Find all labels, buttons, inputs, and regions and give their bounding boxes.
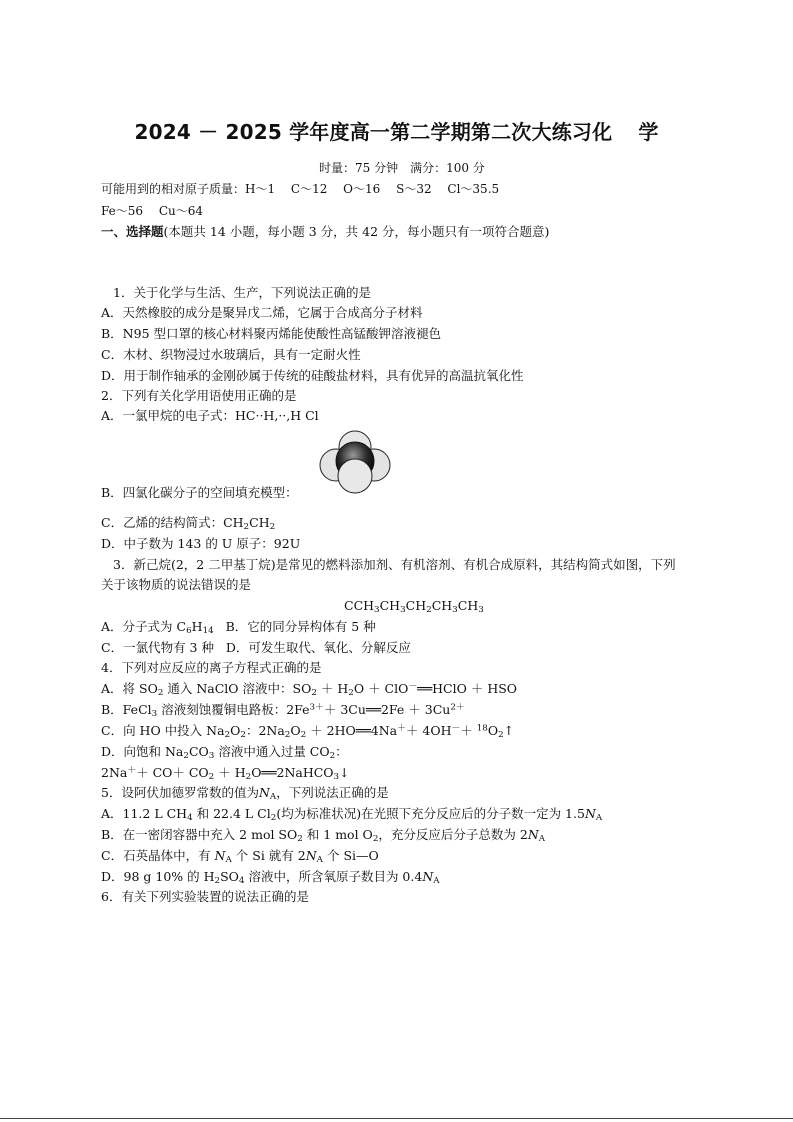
q4-option-c: C．向 HO 中投入 $Na_2O_2$：$2Na_2O_2$ ＋ 2HO══4Na＋＋ $4OH^-+ ^{18}O_2↑$ [101, 723, 515, 741]
q5-option-d: D．98 g 10% 的 $H_2SO_4$ 溶液中，所含氧原子数目为 $0.4N_A$ [101, 869, 440, 887]
q1-stem: 1．关于化学与生活、生产，下列说法正确的是 [113, 285, 371, 300]
q3-option-a: A．分子式为 $C_6H_{14}$ [101, 619, 214, 637]
q3-option-c: C．一氯代物有 3 种 [101, 640, 214, 655]
q4-option-b: B．FeCl$_3$ 溶液刻蚀覆铜电路板：$2Fe^{3+}+$ 3Cu══2Fe ＋ $3Cu^{2+}$ [101, 702, 465, 720]
q3-stem-line2: 关于该物质的说法错误的是 [101, 577, 252, 592]
q2-option-a: A．一氯甲烷的电子式：HC··H,··,H Cl [101, 408, 319, 423]
q4-option-d: D．向饱和 $Na_2CO_3$ 溶液中通入过量 $CO_2$： [101, 744, 348, 762]
q3-stem-line1: 3．新己烷(2，2 二甲基丁烷)是常见的燃料添加剂、有机溶剂、有机合成原料，其结构简式如图，下列 [113, 557, 676, 572]
q4-option-a: A．将 $SO_2$ 通入 NaClO 溶液中：$SO_2 + H_2O$ ＋ ClO－══HClO ＋ HSO [101, 681, 518, 699]
q4-option-d-equation: $2Na^++ CO+ CO_2$ ＋ $H_2O══2NaHCO_3↓$ [101, 765, 350, 783]
section-title: 一、选择题 [101, 224, 164, 239]
page-title [0, 116, 793, 145]
q5-option-a: A．11.2 L $CH_4$ 和 22.4 L $Cl_2$(均为标准状况)在光照下充分反应后的分子数一定为 $1.5N_A$ [101, 806, 603, 824]
q3-options-ab [101, 617, 376, 637]
q6-stem: 6．有关下列实验装置的说法正确的是 [101, 889, 309, 904]
q1-option-a: A．天然橡胶的成分是聚异戊二烯，它属于合成高分子材料 [101, 305, 423, 320]
q2-option-d: D．中子数为 143 的 U 原子：92U [101, 536, 301, 551]
q3-option-b: B．它的同分异构体有 5 种 [225, 619, 376, 634]
section-heading [101, 222, 549, 240]
atomic-masses-line1: 可能用到的相对原子质量：H～1 C～12 O～16 S～32 Cl～35.5 [101, 182, 500, 196]
q4-stem: 4．下列对应反应的离子方程式正确的是 [101, 660, 322, 675]
page-bottom-rule [0, 1118, 793, 1119]
q5-option-b: B．在一密闭容器中充入 2 mol $SO_2$ 和 1 mol $O_2$，充分反应后分子总数为 $2N_A$ [101, 827, 546, 845]
q2-option-b: B．四氯化碳分子的空间填充模型： [101, 485, 298, 500]
q2-option-c: C．乙烯的结构简式：$CH_2CH_2$ [101, 515, 276, 533]
q1-option-d: D．用于制作轴承的金刚砂属于传统的硅酸盐材料，具有优异的高温抗氧化性 [101, 368, 524, 383]
q1-option-b: B．N95 型口罩的核心材料聚丙烯能使酸性高锰酸钾溶液褪色 [101, 326, 442, 341]
q3-options-cd [101, 638, 411, 658]
ccl4-space-filling-model-icon [318, 429, 392, 495]
section-note: (本题共 14 小题，每小题 3 分，共 42 分，每小题只有一项符合题意) [163, 224, 550, 239]
q3-option-d: D．可发生取代、氧化、分解反应 [225, 640, 411, 655]
q2-stem: 2．下列有关化学用语使用正确的是 [101, 388, 297, 403]
title-tail: 学 [638, 120, 659, 144]
q5-stem: 5．设阿伏加德罗常数的值为$N_A$，下列说法正确的是 [101, 785, 389, 803]
atomic-masses-line2: Fe～56 Cu～64 [101, 204, 204, 218]
title-main: 2024 － 2025 学年度高一第二学期第二次大练习化 [134, 120, 613, 144]
time-info: 时量：75 分钟 满分：100 分 [319, 161, 485, 175]
q5-option-c: C．石英晶体中，有 $N_A$ 个 Si 就有 $2N_A$ 个 Si—O [101, 848, 379, 866]
q3-structure-formula: $CCH_3CH_3CH_2CH_3CH_3$ [344, 598, 484, 616]
q1-option-c: C．木材、织物浸过水玻璃后，具有一定耐火性 [101, 347, 361, 362]
